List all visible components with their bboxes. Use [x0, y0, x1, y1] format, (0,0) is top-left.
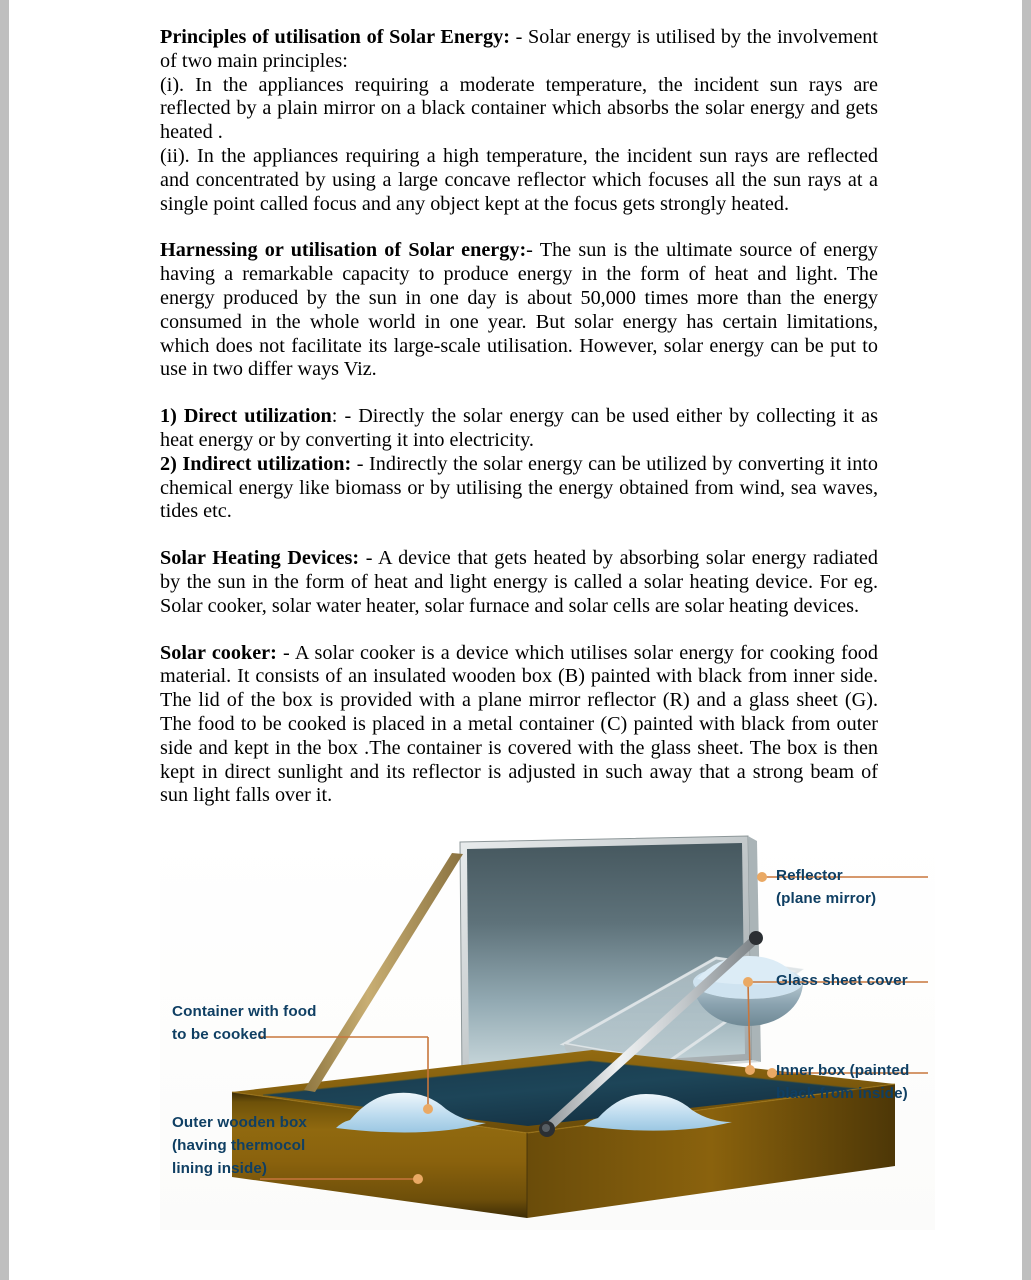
body-principle-ii: (ii). In the appliances requiring a high temperature, the incident sun rays are reflected and concentrated by using a large concave reflector which focuses all the sun rays at a single point called focus and any object kept at the focus gets strongly heated.	[160, 144, 878, 215]
label-reflector-line1: Reflector	[776, 867, 843, 885]
body-harnessing: - The sun is the ultimate source of energy having a remarkable capacity to produce energy in the form of heat and light. The energy produced by the sun in one day is about 50,000 times more than the energy consumed in the whole world in one year. But solar energy has certain limitations, which does not facilitate its large-scale utilisation. However, solar energy can be put to use in two differ ways Viz.	[160, 239, 878, 381]
label-inner-box-line1: Inner box (painted	[776, 1062, 910, 1080]
label-outer-box-line3: lining inside)	[172, 1160, 268, 1178]
page-left-border	[0, 0, 9, 1280]
label-container-with-food	[172, 1000, 316, 1046]
paragraph-principle-ii	[160, 145, 878, 216]
heading-solar-heating-devices: Solar Heating Devices:	[160, 547, 360, 570]
label-container-line1: Container with food	[172, 1003, 317, 1021]
paragraph-principle-i	[160, 74, 878, 145]
paragraph-spacer	[160, 619, 878, 642]
dot-outer-box	[413, 1174, 423, 1184]
paragraph-spacer	[160, 524, 878, 547]
dot-reflector	[757, 872, 767, 882]
paragraph-harnessing	[160, 239, 878, 382]
page-right-border	[1022, 0, 1031, 1280]
heading-direct-utilization: 1) Direct utilization	[160, 405, 332, 428]
label-glass-sheet-cover	[776, 969, 908, 992]
paragraph-indirect-utilization	[160, 453, 878, 524]
paragraph-solar-cooker	[160, 642, 878, 809]
heading-solar-cooker: Solar cooker:	[160, 641, 277, 664]
heading-principles: Principles of utilisation of Solar Energy:	[160, 26, 510, 48]
dot-glass-sheet-lower	[745, 1065, 755, 1075]
label-outer-box-line1: Outer wooden box	[172, 1114, 307, 1132]
dot-glass-sheet	[743, 977, 753, 987]
label-reflector-line2: (plane mirror)	[776, 890, 877, 908]
label-outer-box-line2: (having thermocol	[172, 1137, 306, 1155]
label-container-line2: to be cooked	[172, 1026, 267, 1044]
body-solar-heating-devices: - A device that gets heated by absorbing solar energy radiated by the sun in the form of heat and light energy is called a solar heating device. For eg. Solar cooker, solar water heater, solar furnace and solar cells are solar heating devices.	[160, 547, 878, 617]
body-principles: - Solar energy is utilised by the involvement of two main principles:	[160, 26, 878, 72]
label-outer-wooden-box	[172, 1111, 307, 1180]
heading-indirect-utilization: 2) Indirect utilization:	[160, 452, 352, 475]
dot-container-food	[423, 1104, 433, 1114]
solar-cooker-figure	[160, 830, 935, 1230]
label-glass-sheet-cover-text: Glass sheet cover	[776, 972, 908, 990]
label-inner-box-line2: black from inside)	[776, 1085, 908, 1103]
document-text-content	[160, 26, 878, 808]
paragraph-spacer	[160, 216, 878, 239]
body-indirect-utilization: - Indirectly the solar energy can be utilized by converting it into chemical energy like biomass or by utilising the energy obtained from wind, sea waves, tides etc.	[160, 452, 878, 523]
document-page	[9, 0, 1022, 1280]
paragraph-direct-utilization	[160, 405, 878, 453]
paragraph-solar-heating-devices	[160, 547, 878, 618]
wooden-support-stick-group	[304, 853, 463, 1092]
body-principle-i: (i). In the appliances requiring a moderate temperature, the incident sun rays are reflected by a plain mirror on a black container which absorbs the solar energy and gets heated .	[160, 73, 878, 144]
body-direct-utilization: : - Directly the solar energy can be used either by collecting it as heat energy or by converting it into electricity.	[160, 405, 878, 451]
label-inner-box	[776, 1059, 909, 1105]
paragraph-spacer	[160, 382, 878, 405]
paragraph-principles	[160, 26, 878, 74]
heading-harnessing: Harnessing or utilisation of Solar energy:	[160, 239, 527, 262]
body-solar-cooker: - A solar cooker is a device which utilises solar energy for cooking food material. It consists of an insulated wooden box (B) painted with black from inner side. The lid of the box is provided with a plane mirror reflector (R) and a glass sheet (G). The food to be cooked is placed in a metal container (C) painted with black from outer side and kept in the box .The container is covered with the glass sheet. The box is then kept in direct sunlight and its reflector is adjusted in such away that a strong beam of sun light falls over it.	[160, 641, 878, 807]
label-reflector	[776, 864, 876, 910]
